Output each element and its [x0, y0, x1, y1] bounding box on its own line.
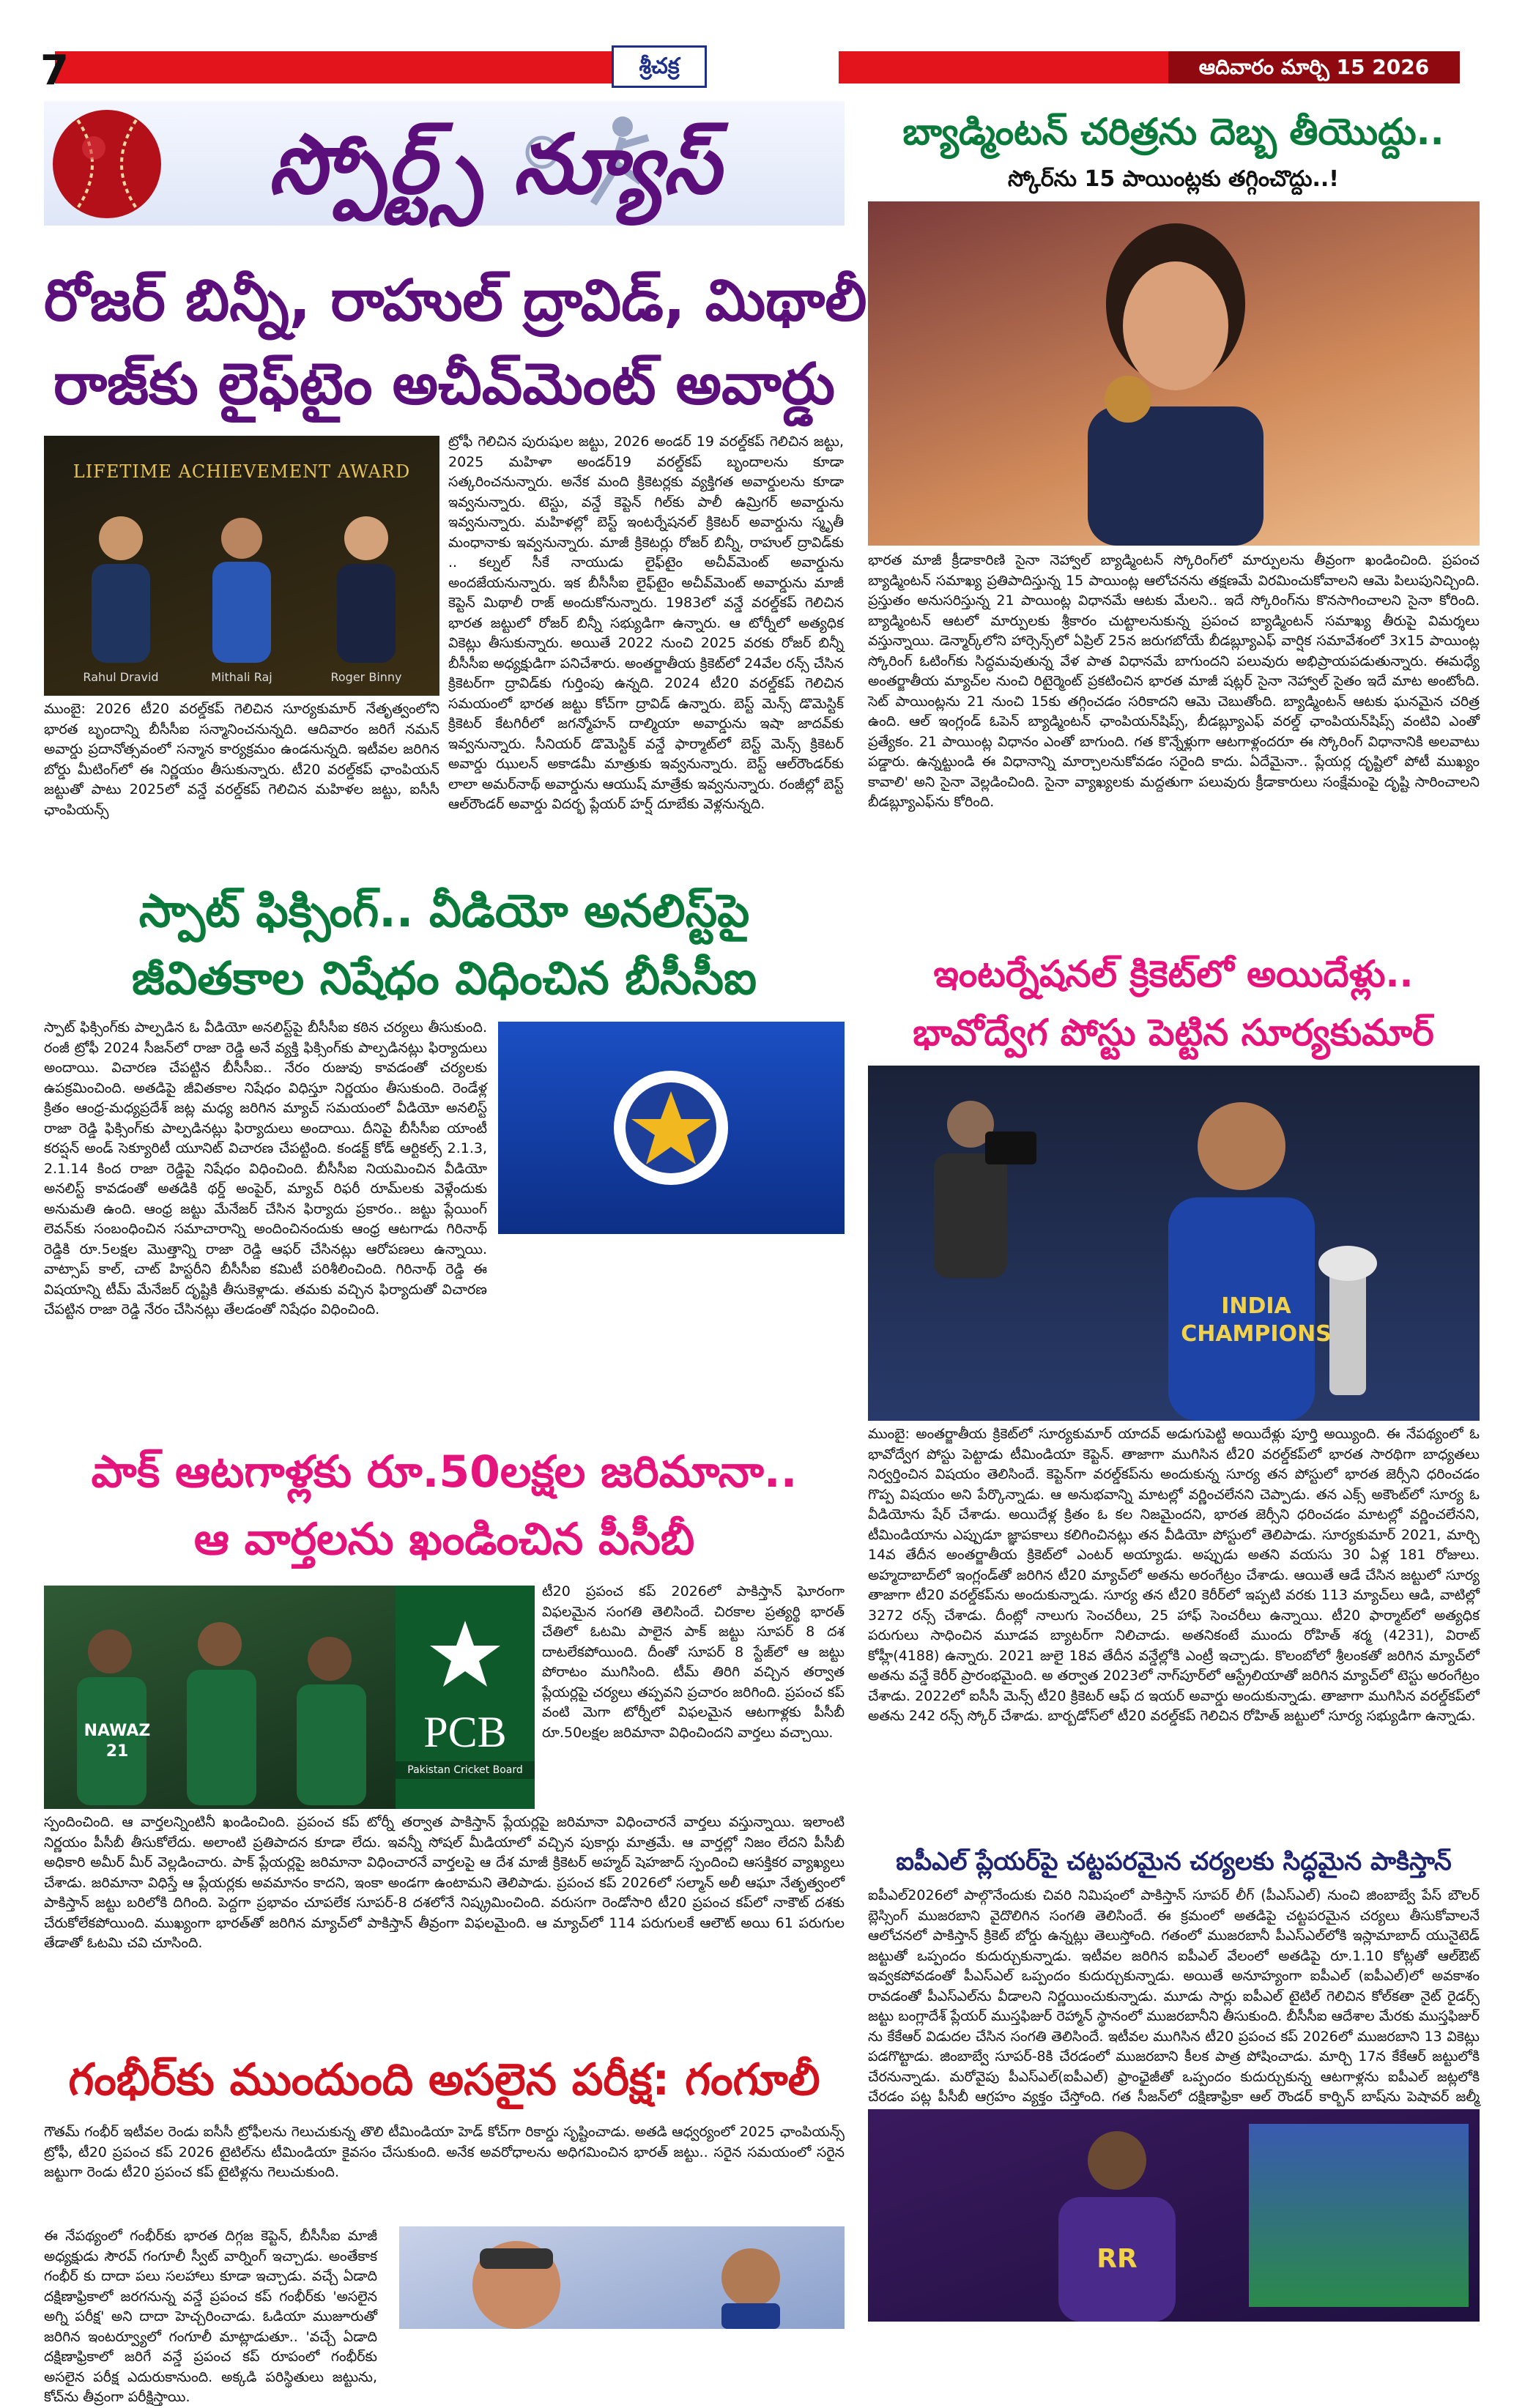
- article5-headline: బ్యాడ్మింటన్ చరిత్రను దెబ్బ తీయొద్దు..: [902, 111, 1444, 153]
- article3-body-bottom: స్పందించింది. ఆ వార్తలన్నింటినీ ఖండించింది. ప్రపంచ కప్ టోర్నీ తర్వాత పాకిస్తాన్ ప్లేయర్లపై జరిమానా విధించారనే వార్తలు వస్తున్నాయి. ఇలాంటి నిర్ణయం పీసీబీ తీసుకోలేదు. అలాంటి ప్రతిపాదన కూడా లేదు. ఇవన్నీ సోషల్ మీడియాలో వచ్చిన పుకార్లు మాత్రమే. ఆ వార్తల్లో నిజం లేదని పీసీబీ అధికారి అమీర్ మీర్ వెల్లడించారు. పాక్ ప్లేయర్లపై జరిమానా విధించారనే వార్తలపై ఆ దేశ మాజీ క్రికెటర్ అహ్మద్ షెహజాద్ స్పందించి ఆసక్తికర వ్యాఖ్యలు చేశాడు. జరిమానా విధిస్తే ఆ ప్లేయర్లకు అవమానం కాదని, ఇంకా అండగా ఉంటామని తెలిపాడు. ప్రపంచ కప్ 2026లో సల్మాన్ అలీ ఆఘా నేతృత్వంలో పాకిస్తాన్ జట్టు బరిలోకి దిగింది. పెద్దగా ప్రభావం చూపలేక సూపర్-8 దశలోనే నిష్క్రమించింది. వరుసగా రెండోసారి టీ20 ప్రపంచ కప్‌లో నాకౌట్ దశకు చేరుకోలేకపోయింది. ముఖ్యంగా భారత్‌తో జరిగిన మ్యాచ్‌లో పాకిస్తాన్ తీవ్రంగా విఫలమైంది. ఆ మ్యాచ్‌లో 114 పరుగులకే ఆలౌట్ అయి 61 పరుగుల తేడాతో ఓటమి చవి చూసింది.: [44, 1814, 845, 1951]
- article5-subheadline: స్కోర్‌ను 15 పాయింట్లకు తగ్గించొద్దు..!: [1008, 166, 1339, 192]
- article1-body-right: ట్రోఫీ గెలిచిన పురుషుల జట్టు, 2026 అండర్ 19 వరల్డ్‌కప్ గెలిచిన జట్టు, 2025 మహిళా అండర్‌19 వరల్డ్‌కప్ బృందాలను కూడా సత్కరించనున్నారు. అనేక మంది క్రికెటర్లకు వ్యక్తిగత అవార్డులను కూడా ఇవ్వనున్నారు. టెస్టు, వన్డే కెప్టెన్ గిల్‌కు పాలీ ఉమ్రిగర్ అవార్డును ఇవ్వనున్నారు. మహిళల్లో బెస్ట్ ఇంటర్నేషనల్ క్రికెటర్ అవార్డును స్మృతీ మంధానాకు ఇవ్వనున్నారు. మాజీ క్రికెటర్లు రోజర్ బిన్నీ, రాహుల్ ద్రావిడ్‌కు .. కల్నల్ సీకే నాయుడు లైఫ్‌టైం అచీవ్‌మెంట్ అవార్డును అందజేయనున్నారు. ఇక బీసీసీఐ లైఫ్‌టైం అచీవ్‌మెంట్ అవార్డును మాజీ కెప్టెన్ మిథాలీ రాజ్ అందుకోనున్నారు. 1983లో వన్డే వరల్డ్‌కప్ గెలిచిన భారత జట్టులో రోజర్ బిన్నీ సభ్యుడిగా ఉన్నారు. ఆ టోర్నీలో అత్యధిక వికెట్లు తీసుకున్నారు. అయితే 2022 నుంచి 2025 వరకు రోజర్ బిన్నీ బీసీసీఐ అధ్యక్షుడిగా పనిచేశారు. అంతర్జాతీయ క్రికెట్‌లో 24వేల రన్స్ చేసిన క్రికెటర్‌గా ద్రావిడ్‌కు గుర్తింపు ఉన్నది. 2024 టీ20 వరల్డ్‌కప్ గెలిచిన సమయంలో భారత జట్టు కోచ్‌గా ద్రావిడ్ ఉన్నారు. బెస్ట్ మెన్స్ డొమెస్టిక్ క్రికెటర్ కేటగిరీలో జగన్మోహన్ దాల్మియా అవార్డును ఇషా జాదవ్‌కు ఇవ్వనున్నారు. సీనియర్ డొమెస్టిక్ వన్డే ఫార్మాట్‌లో బెస్ట్ మెన్స్ క్రికెటర్ అవార్డు ఝులన్ అకాడమీ మాత్రుకు ఇవ్వనున్నారు. బెస్ట్ ఆల్‌రౌండర్‌కు లాలా అమర్‌నాథ్ అవార్డును ఆయుష్ మాత్రేకు ఇవ్వనున్నారు. రంజీల్లో బెస్ట్ ఆల్‌రౌండర్ అవార్డు విదర్భ ప్లేయర్ హర్ష్ దూబేకు వెళ్లనున్నది.: [448, 434, 844, 812]
- name-mithali: Mithali Raj: [211, 670, 272, 684]
- kkr-player-icon: [1014, 2117, 1220, 2322]
- pcb-logo: [396, 1586, 535, 1809]
- jersey-text: NAWAZ 21: [84, 1722, 151, 1761]
- bcci-logo-panel: [498, 1022, 845, 1234]
- article6-photo: [868, 1066, 1480, 1421]
- article3-body-right: టీ20 ప్రపంచ కప్ 2026లో పాకిస్తాన్ ఘోరంగా విఫలమైన సంగతి తెలిసిందే. చిరకాల ప్రత్యర్థి భారత్ చేతిలో ఓటమి పాలైన పాక్ జట్టు సూపర్ 8 దశ దాటలేకపోయింది. దీంతో సూపర్ 8 స్టేజ్‌లో ఆ జట్టు పోరాటం ముగిసింది. టీమ్ తిరిగి వచ్చిన తర్వాత ప్లేయర్లపై చర్యలు తప్పవని ప్రచారం జరిగింది. ప్రపంచ కప్ వంటి మెగా టోర్నీలో విఫలమైన ఆటగాళ్లకు పీసీబీ రూ.50లక్షల జరిమానా విధించిందని వార్తలు వచ్చాయి.: [542, 1583, 845, 1741]
- article7-body: ఐపీఎల్2026లో పాల్గొనేందుకు చివరి నిమిషంలో పాకిస్తాన్ సూపర్ లీగ్ (పీఎస్ఎల్) నుంచి జింబాబ్వే పేస్ బౌలర్ బ్లెస్సింగ్ ముజరబాని వైదొలిగిన సంగతి తెలిసిందే. ఈ క్రమంలో అతడిపై చట్టపరమైన చర్యలు తీసుకోవాలనే ఆలోచనలో పాకిస్తాన్ క్రికెట్ బోర్డు ఉన్నట్లు తెలుస్తోంది. గతంలో ముజరబానీ పీఎస్ఎల్‌లోకి ఇస్లామాబాద్ యునైటెడ్ జట్టుతో ఒప్పందం కుదుర్చుకున్నాడు. ఇటీవల జరిగిన ఐపీఎల్ వేలంలో అతడిపై రూ.1.10 కోట్లతో ఆల్‌ఔట్ ఇవ్వకపోవడంతో పీఎస్ఎల్ ఒప్పందం కుదుర్చుకున్నాడు. అయితే అనూహ్యంగా ఐపీఎల్ (ఐపీఎల్)లో అవకాశం రావడంతో పీఎస్ఎల్‌ను వీడాలని నిర్ణయించుకున్నాడు. మూడు సార్లు ఐపీఎల్ టైటిల్ గెలిచిన కోల్‌కతా నైట్ రైడర్స్ జట్టు బంగ్లాదేశ్ ప్లేయర్ ముస్తఫిజుర్ రెహ్మాన్ స్థానంలో ముజరబానీని తీసుకుంది. బీసీసీఐ ఆదేశాల మేరకు ముస్తఫిజుర్ ను కేకేఆర్ విడుదల చేసిన సంగతి తెలిసిందే. ఇటీవల ముగిసిన టీ20 ప్రపంచ కప్ 2026లో ముజరబాని 13 వికెట్లు పడగొట్టాడు. జింబాబ్వే సూపర్-8కి చేరడంలో ముజరబాని కీలక పాత్ర పోషించాడు. మార్చి 17న కేకేఆర్ జట్టులోకి చేరనున్నాడు. మరోవైపు పీఎస్ఎల్(ఐపీఎల్) ఫ్రాంఛైజీతో ఒప్పందం కుదుర్చుకున్న ఆటగాళ్లను ఐపీఎల్ జట్లలోకి చేరడం పట్ల పీసీబీ ఆగ్రహం వ్యక్తం చేస్తోంది. గత సీజన్‌లో దక్షిణాఫ్రికా ఆల్ రౌండర్ కార్బిన్ బాష్‌ను పెషావర్ జల్మీ: [868, 1887, 1480, 2105]
- article2-headline-line1: స్పాట్ ఫిక్సింగ్.. వీడియో అనలిస్ట్‌పై: [138, 884, 750, 937]
- header-red-bar-left: [55, 51, 626, 83]
- article5-photo: [868, 201, 1480, 546]
- person-binny-icon: [326, 509, 407, 663]
- person-dravid-icon: [81, 509, 161, 663]
- article3-headline-line1: పాక్ ఆటగాళ్లకు రూ.50లక్షల జరిమానా..: [91, 1446, 798, 1498]
- person-mithali-icon: [201, 509, 282, 663]
- article1-body-bottom: ముంబై: 2026 టీ20 వరల్డ్‌కప్ గెలిచిన సూర్యకుమార్ నేతృత్వంలోని భారత బృందాన్ని బీసీసీఐ సన్మానించనున్నది. ఆదివారం జరిగే నమన్ అవార్డు ప్రదానోత్సవంలో సన్మాన కార్యక్రమం ఉండనున్నది. ఇటీవల జరిగిన బోర్డు మీటింగ్‌లో ఈ నిర్ణయం తీసుకున్నారు. టీ20 వరల్డ్‌కప్ ఛాంపియన్ జట్టుతో పాటు 2025లో వన్డే వరల్డ్‌కప్ గెలిచిన మహిళల జట్టు, ఐసీసీ ఛాంపియన్స్: [44, 701, 439, 818]
- page-header: [40, 45, 1491, 100]
- article4-ganguly-photo: [399, 2226, 845, 2329]
- suryakumar-trophy-icon: [1088, 1088, 1395, 1421]
- sports-news-title: స్పోర్ట్స్ న్యూస్: [268, 117, 721, 212]
- jersey-text-rr: RR: [1096, 2244, 1138, 2274]
- sports-news-banner: [44, 101, 845, 226]
- jersey-text-india: INDIA CHAMPIONS: [1181, 1293, 1332, 1347]
- article7-headline: ఐపీఎల్ ప్లేయర్‌పై చట్టపరమైన చర్యలకు సిద్ధమైన పాకిస్తాన్: [896, 1847, 1452, 1876]
- article1-headline-line2: రాజ్‌కు లైఫ్‌టైం అచీవ్‌మెంట్ అవార్డు: [53, 352, 836, 417]
- photographer-icon: [897, 1088, 1044, 1278]
- article4-body-top: గౌతమ్ గంభీర్ ఇటీవల రెండు ఐసీసీ ట్రోఫీలను గెలుచుకున్న తొలి టీమిండియా హెడ్ కోచ్‌గా రికార్డు సృష్టించాడు. అతడి ఆధ్వర్యంలో 2025 ఛాంపియన్స్ ట్రోఫీ, టీ20 ప్రపంచ కప్ 2026 టైటిల్‌ను టీమిండియా కైవసం చేసుకుంది. అనేక అవరోధాలను అధిగమించిన భారత్ జట్టు.. సరైన సమయంలో సరైన జట్టుగా రెండు టీ20 ప్రపంచ కప్ టైటిళ్లను గెలుచుకుంది.: [44, 2124, 845, 2180]
- pcb-logo-text: PCB: [423, 1708, 507, 1756]
- article4-headline: గంభీర్‌కు ముందుంది అసలైన పరీక్ష: గంగూలీ: [68, 2054, 820, 2106]
- saina-portrait-icon: [1058, 216, 1293, 546]
- article6-headline-line2: భావోద్వేగ పోస్టు పెట్టిన సూర్యకుమార్: [913, 1011, 1434, 1054]
- cricket-ball-icon: [48, 105, 166, 223]
- article5-body: భారత మాజీ క్రీడాకారిణి సైనా నెహ్వాల్ బ్యాడ్మింటన్ స్కోరింగ్‌లో మార్పులను తీవ్రంగా ఖండించింది. ప్రపంచ బ్యాడ్మింటన్ సమాఖ్య ప్రతిపాదిస్తున్న 15 పాయింట్ల ఆలోచనను తక్షణమే విరమించుకోవాలని ఆమె పిలుపునిచ్చింది. ప్రస్తుతం అనుసరిస్తున్న 21 పాయింట్ల విధానమే ఆటకు మేలని.. ఇదే స్కోరింగ్‌ను కొనసాగించాలని సైనా కోరింది. బ్యాడ్మింటన్ ఆటలో మార్పులకు శ్రీకారం చుట్టాలనుకున్న ప్రపంచ బ్యాడ్మింటన్ సమాఖ్య తీరుపై విమర్శలు వస్తున్నాయి. డెన్మార్క్‌లోని హార్సెన్స్‌లో ఏప్రిల్ 25న జరుగబోయే బీడబ్ల్యూఎఫ్ వార్షిక సమావేశంలో 3x15 పాయింట్ల స్కోరింగ్ ఓటింగ్‌కు సిద్ధమవుతున్న వేళ పాత విధానమే బాగుందని పలువురు అభిప్రాయపడుతున్నారు. ఈమధ్యే అంతర్జాతీయ మ్యాచ్‌ల నుంచి రిటైర్మెంట్ ప్రకటించిన భారత మాజీ షట్లర్ సైనా నెహ్వాల్ సైతం ఇదే మాట అంటోంది. సెట్ పాయింట్లను 21 నుంచి 15కు తగ్గించడం సరికాదని ఆమె చెబుతోంది. బ్యాడ్మింటన్ ఆటకు ఘనమైన చరిత్ర ఉంది. ఆల్ ఇంగ్లండ్ ఓపెన్ బ్యాడ్మింటన్ ఛాంపియన్‌షిప్స్, బీడబ్ల్యూఎఫ్ వరల్డ్ ఛాంపియన్‌షిప్స్ వంటివి ఎంతో ప్రత్యేకం. 21 పాయింట్ల విధానం ఎంతో బాగుంది. గత కొన్నేళ్లుగా ఆటగాళ్లందరూ ఈ స్కోరింగ్ విధానానికి అలవాటు పడ్డారు. ఉన్నట్టుండి ఈ విధానాన్ని మార్చాలనుకోవడం సరైంది కాదు. ఏదేమైనా.. ప్లేయర్ల దృష్టిలో పోటీ ముఖ్యం కావాలి' అని సైనా వెల్లడించింది. సైనా వ్యాఖ్యలకు మద్దతుగా పలువురు క్రీడాకారులు సంక్షేమంపై దృష్టి సారించాలని బీడబ్ల్యూఎఫ్‌ను కోరింది.: [868, 552, 1480, 810]
- article2-body: స్పాట్ ఫిక్సింగ్‌కు పాల్పడిన ఓ వీడియో అనలిస్ట్‌పై బీసీసీఐ కఠిన చర్యలు తీసుకుంది. రంజీ ట్రోఫీ 2024 సీజన్‌లో రాజా రెడ్డి అనే వ్యక్తి ఫిక్సింగ్‌కు పాల్పడినట్లు ఫిర్యాదులు అందాయి. విచారణ చేపట్టిన బీసీసీఐ.. నేరం రుజువు కావడంతో చర్యలకు ఉపక్రమించింది. అతడిపై జీవితకాల నిషేధం విధిస్తూ నిర్ణయం తీసుకుంది. రెండేళ్ల క్రితం ఆంధ్ర-మధ్యప్రదేశ్ జట్ల మధ్య జరిగిన మ్యాచ్ సమయంలో వీడియో అనలిస్ట్ రాజా రెడ్డి ఫిక్సింగ్‌కు పాల్పడినట్లు ఫిర్యాదులు అందాయి. దీనిపై బీసీసీఐ యాంటీ కరప్షన్ అండ్ సెక్యూరిటీ యూనిట్ విచారణ చేపట్టింది. కండక్ట్ కోడ్ ఆర్టికల్స్ 2.1.3, 2.1.14 కింద రాజా రెడ్డిపై నిషేధం విధించింది. బీసీసీఐ నియమించిన వీడియో అనలిస్ట్ కావడంతో అతడికి థర్డ్ అంపైర్, మ్యాచ్ రిఫరీ రూమ్‌లకు వెళ్లేందుకు అనుమతి ఉంది. ఆంధ్ర జట్టు మేనేజర్ చేసిన ఫిర్యాదు ప్రకారం.. జట్టు ప్లేయింగ్ లెవన్‌కు సంబంధించిన సమాచారాన్ని అందించినందుకు ఆంధ్ర ఆటగాడు గిరినాథ్ రెడ్డికి రూ.5లక్షల మొత్తాన్ని రాజా రెడ్డి ఆఫర్ చేసినట్లు ఆరోపణలు ఉన్నాయి. వాట్సాప్ కాల్, చాట్ హిస్టరీని బీసీసీఐ కమిటీ పరిశీలించింది. గిరినాథ్ రెడ్డి ఈ విషయాన్ని టీమ్ మేనేజర్ దృష్టికి తీసుకెళ్లాడు. తమకు వచ్చిన ఫిర్యాదుతో విచారణ చేపట్టిన రాజా రెడ్డి నేరం చేసినట్లు తేలడంతో నిషేధం విధించింది.: [44, 1019, 487, 1318]
- bcci-emblem-icon: [605, 1062, 737, 1194]
- article7-photo: [868, 2109, 1480, 2322]
- brand-logo: శ్రీచక్ర: [612, 45, 707, 88]
- award-title: LIFETIME ACHIEVEMENT AWARD: [73, 461, 411, 482]
- article3-photo: [44, 1586, 396, 1809]
- pcb-star-icon: [425, 1615, 505, 1695]
- article6-headline-line1: ఇంటర్నేషనల్ క్రికెట్‌లో అయిదేళ్లు..: [933, 953, 1414, 995]
- article1-photo: [44, 436, 439, 696]
- article1-headline-line1: రోజర్ బిన్నీ, రాహుల్ ద్రావిడ్, మిథాలీ: [44, 268, 867, 334]
- name-binny: Roger Binny: [330, 670, 402, 684]
- ganguly-gambhir-icon: [399, 2226, 845, 2329]
- stadium-action-inset: [1249, 2124, 1469, 2307]
- pakistan-players-icon: [51, 1600, 388, 1805]
- article6-body: ముంబై: అంతర్జాతీయ క్రికెట్‌లో సూర్యకుమార్ యాదవ్ అడుగుపెట్టి అయిదేళ్లు పూర్తి అయ్యింది. ఈ నేపథ్యంలో ఓ భావోద్వేగ పోస్టు పెట్టాడు టీమిండియా కెప్టెన్. తాజాగా ముగిసిన టీ20 వరల్డ్‌కప్‌లో భారత సారథిగా బాధ్యతలు నిర్వర్తించిన విషయం తెలిసిందే. కెప్టెన్‌గా వరల్డ్‌కప్‌ను అందుకున్న సూర్య తన పోస్టులో భారత జెర్సీని ధరించడం గొప్ప విషయం అని పేర్కొన్నాడు. ఆ అనుభవాన్ని మాటల్లో వర్ణించలేనని చెప్పాడు. తన ఎక్స్ అకౌంట్‌లో సూర్య ఓ వీడియోను షేర్ చేశాడు. అయిదేళ్ల క్రితం ఓ కల నిజమైందని, భారత జెర్సీని ధరించడం మాటల్లో వర్ణించలేనని, టీమిండియాను ఎప్పుడూ జ్ఞాపకాలు కలిగించినట్లు తన వీడియో పోస్టులో తెలిపాడు. సూర్యకుమార్ 2021, మార్చి 14వ తేదీన అంతర్జాతీయ క్రికెట్‌లో ఎంటర్ అయ్యాడు. అప్పుడు అతని వయసు 30 ఏళ్ల 181 రోజులు. అహ్మదాబాద్‌లో ఇంగ్లండ్‌తో జరిగిన టీ20 మ్యాచ్‌లో అతను అరంగేట్రం చేశాడు. ఆయితే ఆడే చేసిన జట్టులో సూర్య తాజాగా టీ20 వరల్డ్‌కప్‌ను అందుకున్నాడు. సూర్య తన టీ20 కెరీర్‌లో ఇప్పటి వరకు 113 మ్యాచ్‌లు ఆడి, వాటిల్లో 3272 రన్స్ చేశాడు. దీంట్లో నాలుగు సెంచరీలు, 25 హాఫ్ సెంచరీలు ఉన్నాయి. టీ20 ఫార్మాట్‌లో అత్యధిక పరుగులు సాధించిన మూడవ బ్యాటర్‌గా నిలిచాడు. అతనికంటే ముందు రోహిత్ శర్మ (4231), విరాట్ కోహ్లీ(4188) ఉన్నారు. 2021 జులై 18వ తేదీన వన్డేల్లోకి ఎంట్రీ ఇచ్చాడు. కొలంబోలో శ్రీలంకతో జరిగిన మ్యాచ్‌లో అతను వన్డే కెరీర్ ప్రారంభమైంది. అ తర్వాత 2023లో నాగ్‌పూర్‌లో ఆస్ట్రేలియాతో జరిగిన మ్యాచ్‌లో టెస్టు అరంగేట్రం చేశాడు. 2022లో ఐసీసీ మెన్స్ టీ20 క్రికెటర్ ఆఫ్ ద ఇయర్ అవార్డు అందుకున్నాడు. తాజాగా ముగిసిన వరల్డ్‌కప్‌లో అతను 242 రన్స్ స్కోర్ చేశాడు. బార్బడోస్‌లో టీ20 వరల్డ్‌కప్ గెలిచిన రోహిత్ జట్టులో సూర్య సభ్యుడిగా ఉన్నాడు.: [868, 1426, 1480, 1724]
- pcb-logo-caption: Pakistan Cricket Board: [396, 1761, 535, 1779]
- name-dravid: Rahul Dravid: [83, 670, 159, 684]
- article3-headline-line2: ఆ వార్తలను ఖండించిన పీసీబీ: [193, 1514, 695, 1565]
- page-number: 7: [40, 47, 69, 94]
- article2-headline-line2: జీవితకాల నిషేధం విధించిన బీసీసీఐ: [131, 951, 757, 1005]
- header-date: ఆదివారం మార్చి 15 2026: [1168, 51, 1460, 83]
- article4-body-left: ఈ నేపథ్యంలో గంభీర్‌కు భారత దిగ్గజ కెప్టెన్, బీసీసీఐ మాజీ అధ్యక్షుడు సౌరవ్ గంగూలీ స్వీట్ వార్నింగ్ ఇచ్చాడు. అంతేకాక గంభీర్ కు దాదా పలు సలహాలు కూడా ఇచ్చాడు. వచ్చే ఏడాది దక్షిణాఫ్రికాలో జరగనున్న వన్డే ప్రపంచ కప్ గంభీర్‌కు 'అసలైన అగ్ని పరీక్ష' అని దాదా హెచ్చరించాడు. ఓడియా ముజూరుతో జరిగిన ఇంటర్వ్యూలో గంగూలీ మాట్లాడుతూ.. 'వచ్చే ఏడాది దక్షిణాఫ్రికాలో జరిగే వన్డే ప్రపంచ కప్ రూపంలో గంభీర్‌కు అసలైన పరీక్ష ఎదురుకానుంది. అక్కడి పరిస్థితులు జట్టును, కోచ్‌ను తీవ్రంగా పరీక్షిస్తాయి.: [44, 2228, 377, 2405]
